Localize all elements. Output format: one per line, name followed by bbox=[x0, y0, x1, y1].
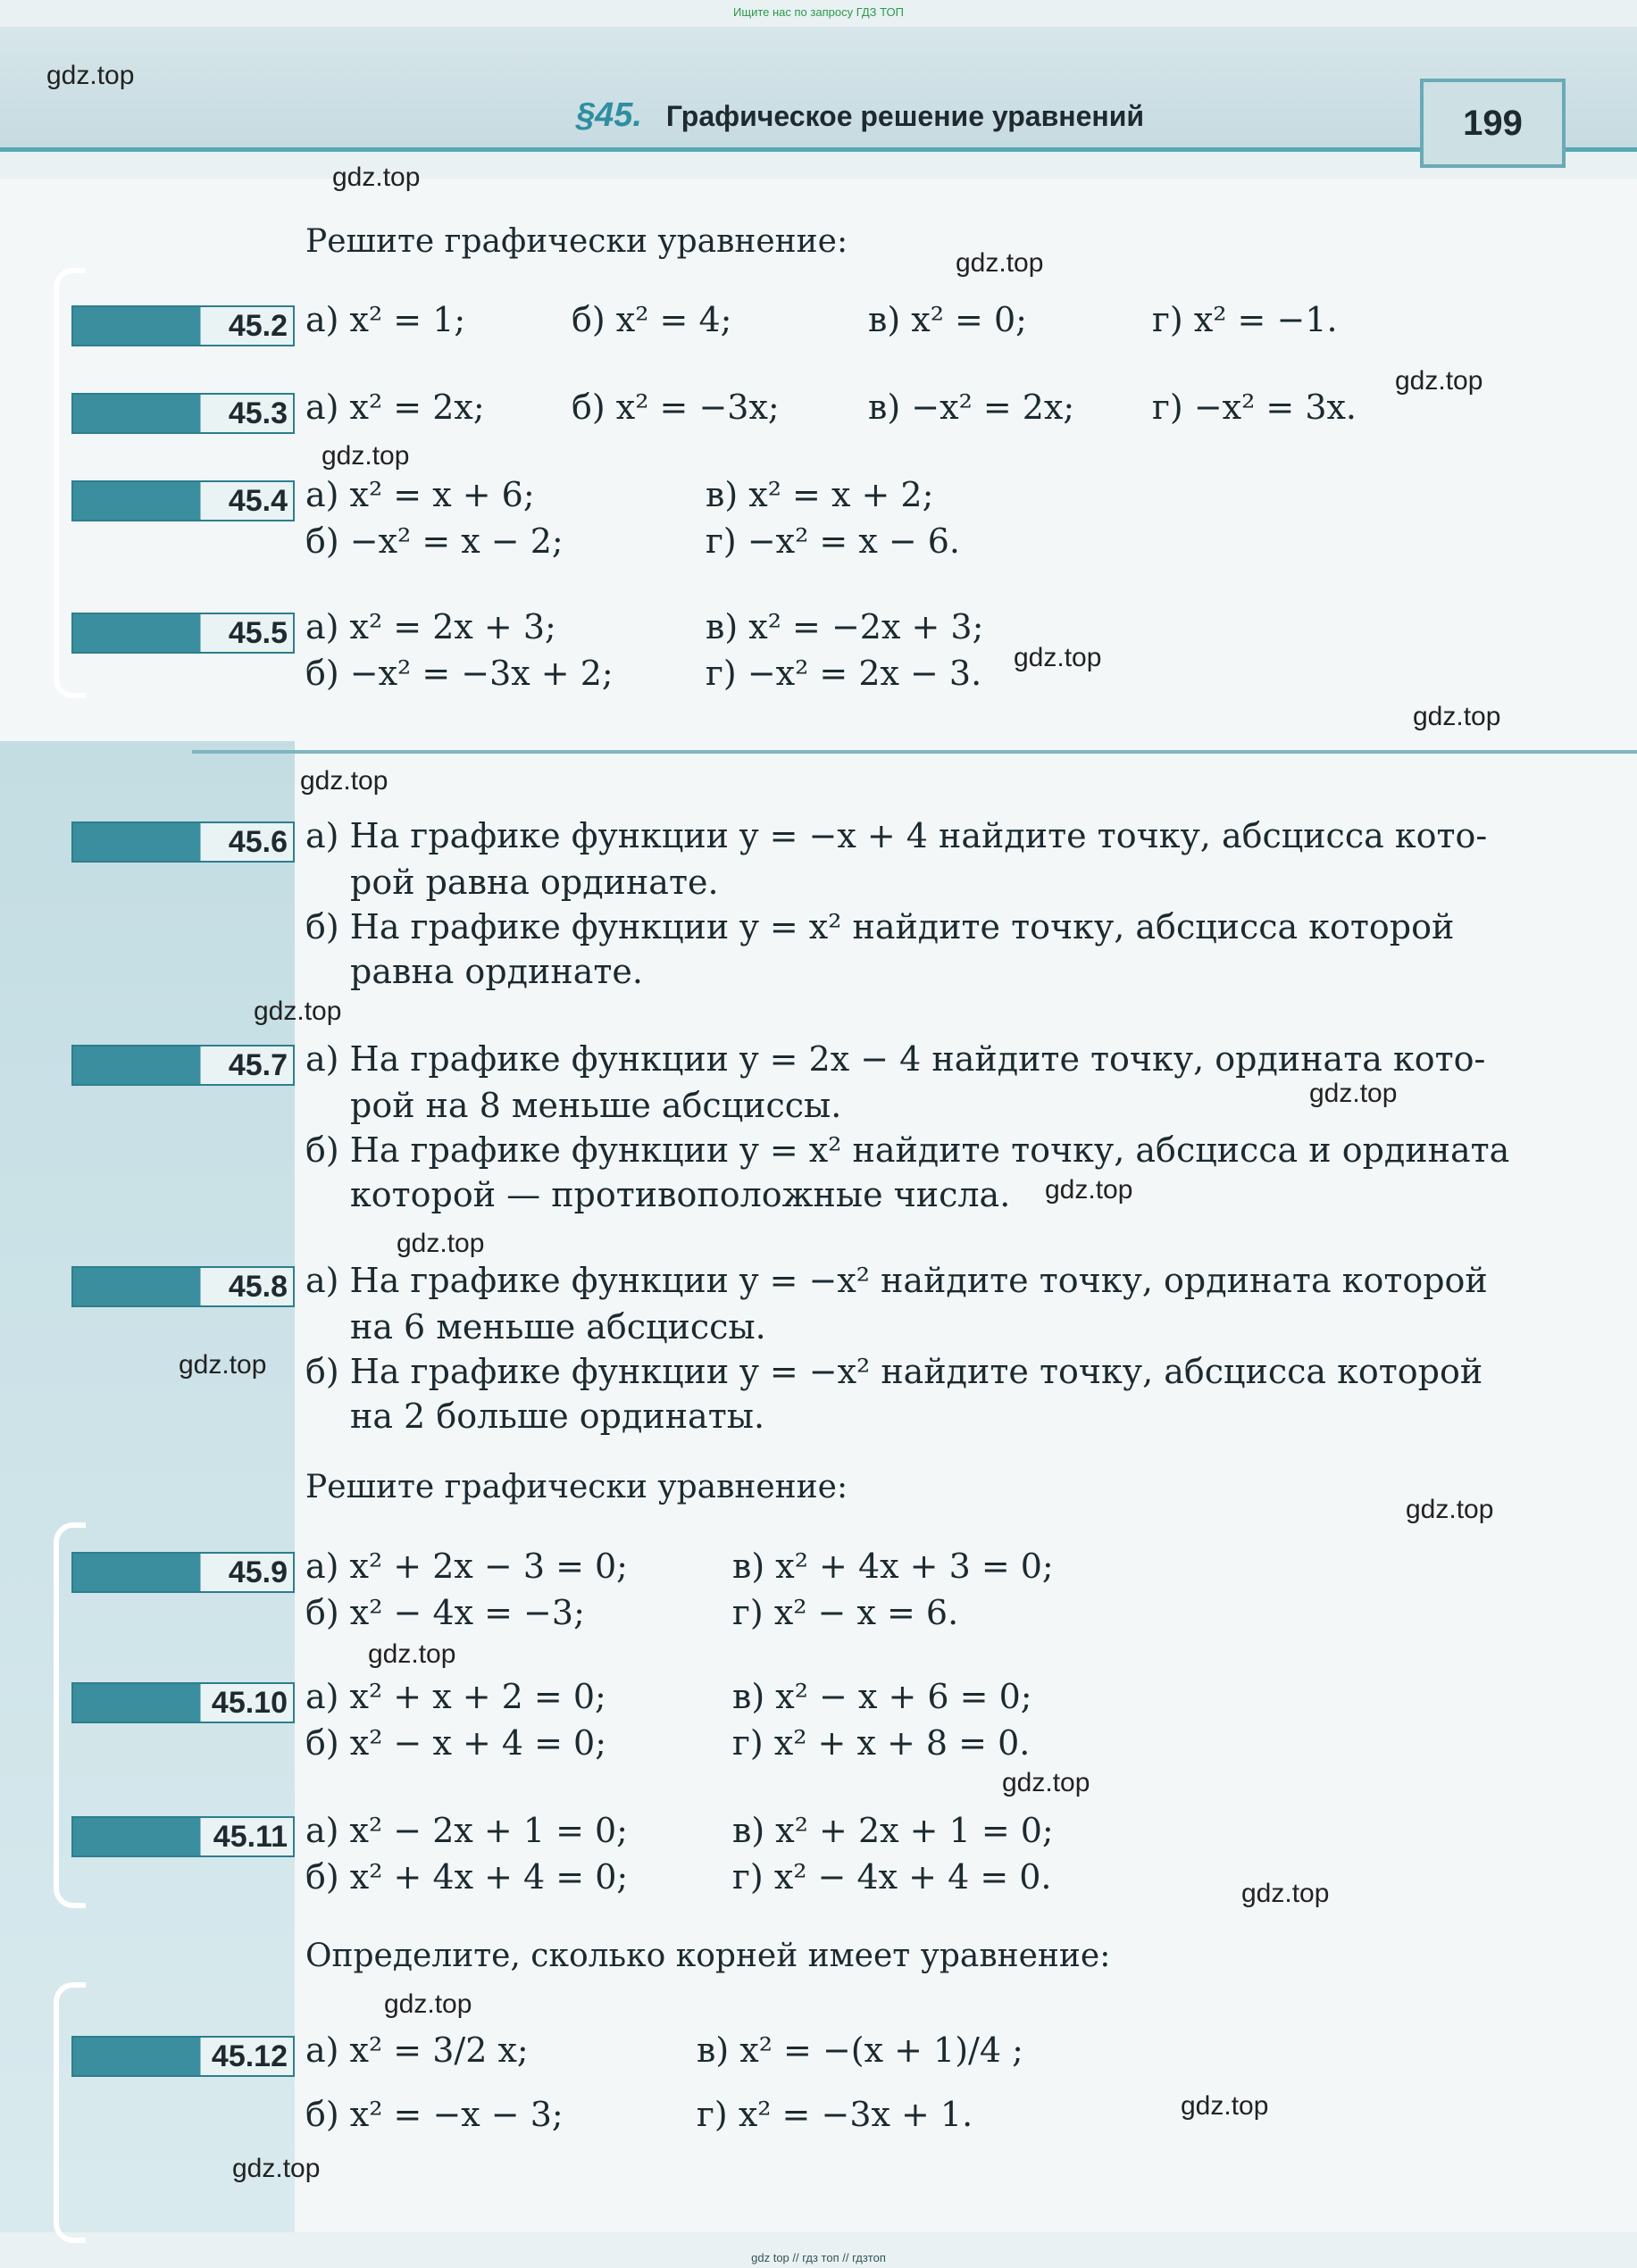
item: в) x² = −2x + 3; bbox=[706, 607, 984, 646]
section-name: Графическое решение уравнений bbox=[665, 100, 1145, 132]
problem-number: 45.2 bbox=[71, 305, 295, 346]
instruction: Определите, сколько корней имеет уравнение: bbox=[305, 1938, 1111, 1974]
watermark: gdz.top bbox=[179, 1350, 267, 1380]
item: в) −x² = 2x; bbox=[868, 388, 1075, 427]
watermark: gdz.top bbox=[1406, 1495, 1494, 1524]
item: б) На графике функции y = x² найдите точку, абсцисса которой bbox=[305, 907, 1455, 946]
item: рой на 8 меньше абсциссы. bbox=[350, 1086, 842, 1125]
watermark: gdz.top bbox=[332, 163, 421, 192]
watermark: gdz.top bbox=[254, 996, 342, 1026]
problem-number: 45.7 bbox=[71, 1045, 295, 1086]
watermark: gdz.top bbox=[232, 2154, 321, 2183]
item: а) x² = x + 6; bbox=[305, 475, 535, 514]
item: в) x² + 2x + 1 = 0; bbox=[732, 1811, 1054, 1850]
watermark: gdz.top bbox=[384, 1989, 472, 2019]
item: б) На графике функции y = x² найдите точку, абсцисса и ордината bbox=[305, 1130, 1510, 1170]
item: г) −x² = 2x − 3. bbox=[706, 654, 982, 693]
item: г) x² − 4x + 4 = 0. bbox=[732, 1857, 1052, 1897]
watermark: gdz.top bbox=[397, 1229, 485, 1258]
item: в) x² = 0; bbox=[868, 300, 1027, 339]
watermark: gdz.top bbox=[300, 766, 388, 796]
item: г) x² = −3x + 1. bbox=[697, 2095, 973, 2134]
page-number: 199 bbox=[1420, 79, 1566, 168]
bottom-note: gdz top // гдз топ // гдзтоп bbox=[751, 2251, 886, 2264]
item: а) x² = 3/2 x; bbox=[305, 2030, 529, 2070]
problem-number: 45.4 bbox=[71, 480, 295, 521]
item: а) x² = 2x; bbox=[305, 388, 485, 427]
item: г) −x² = x − 6. bbox=[706, 521, 960, 561]
section-title bbox=[576, 96, 1144, 135]
item: б) x² = 4; bbox=[572, 300, 732, 339]
item: б) x² − 4x = −3; bbox=[305, 1593, 585, 1632]
watermark: gdz.top bbox=[1014, 643, 1102, 672]
instruction: Решите графически уравнение: bbox=[305, 1469, 848, 1505]
section-number: §45. bbox=[576, 96, 642, 134]
instruction: Решите графически уравнение: bbox=[305, 223, 848, 260]
item: б) −x² = −3x + 2; bbox=[305, 654, 614, 693]
watermark: gdz.top bbox=[1181, 2091, 1269, 2121]
watermark: gdz.top bbox=[368, 1639, 456, 1669]
item: в) x² = x + 2; bbox=[706, 475, 934, 514]
item: а) x² = 2x + 3; bbox=[305, 607, 556, 646]
item: в) x² = −(x + 1)/4 ; bbox=[697, 2030, 1023, 2070]
watermark: gdz.top bbox=[1045, 1175, 1133, 1205]
item: а) На графике функции y = −x² найдите точку, ордината которой bbox=[305, 1261, 1488, 1300]
watermark: gdz.top bbox=[1413, 702, 1501, 731]
item: г) x² − x = 6. bbox=[732, 1593, 959, 1632]
watermark: gdz.top bbox=[956, 248, 1044, 278]
watermark: gdz.top bbox=[46, 61, 135, 90]
problem-number: 45.6 bbox=[71, 821, 295, 863]
problem-number: 45.10 bbox=[71, 1682, 295, 1723]
item: б) На графике функции y = −x² найдите точку, абсцисса которой bbox=[305, 1352, 1483, 1391]
problem-number: 45.3 bbox=[71, 393, 295, 434]
item: г) x² = −1. bbox=[1152, 300, 1338, 339]
problem-number: 45.9 bbox=[71, 1552, 295, 1593]
item: на 2 больше ординаты. bbox=[350, 1397, 765, 1436]
item: рой равна ординате. bbox=[350, 863, 719, 902]
left-stripe bbox=[0, 741, 295, 2232]
item: а) x² + x + 2 = 0; bbox=[305, 1677, 606, 1716]
item: а) На графике функции y = −x + 4 найдите точку, абсцисса кото- bbox=[305, 816, 1488, 855]
item: которой — противоположные числа. bbox=[350, 1175, 1011, 1214]
watermark: gdz.top bbox=[1309, 1079, 1398, 1108]
item: б) −x² = x − 2; bbox=[305, 521, 564, 561]
divider bbox=[192, 750, 1637, 754]
bracket bbox=[54, 1982, 86, 2243]
watermark: gdz.top bbox=[1395, 366, 1483, 396]
problem-number: 45.12 bbox=[71, 2036, 295, 2077]
item: б) x² = −x − 3; bbox=[305, 2095, 564, 2134]
item: а) x² + 2x − 3 = 0; bbox=[305, 1547, 628, 1586]
item: в) x² − x + 6 = 0; bbox=[732, 1677, 1032, 1716]
problem-number: 45.8 bbox=[71, 1266, 295, 1307]
watermark: gdz.top bbox=[1002, 1768, 1090, 1797]
watermark: gdz.top bbox=[322, 441, 410, 471]
item: равна ординате. bbox=[350, 952, 643, 991]
problem-number: 45.11 bbox=[71, 1816, 295, 1857]
item: а) x² = 1; bbox=[305, 300, 466, 339]
item: г) −x² = 3x. bbox=[1152, 388, 1357, 427]
item: б) x² = −3x; bbox=[572, 388, 780, 427]
item: в) x² + 4x + 3 = 0; bbox=[732, 1547, 1054, 1586]
item: б) x² − x + 4 = 0; bbox=[305, 1723, 607, 1763]
watermark: gdz.top bbox=[1241, 1879, 1330, 1908]
item: г) x² + x + 8 = 0. bbox=[732, 1723, 1031, 1763]
item: а) На графике функции y = 2x − 4 найдите точку, ордината кото- bbox=[305, 1039, 1486, 1079]
top-note: Ищите нас по запросу ГДЗ ТОП bbox=[733, 5, 904, 19]
item: на 6 меньше абсциссы. bbox=[350, 1307, 766, 1347]
item: а) x² − 2x + 1 = 0; bbox=[305, 1811, 628, 1850]
problem-number: 45.5 bbox=[71, 613, 295, 654]
item: б) x² + 4x + 4 = 0; bbox=[305, 1857, 629, 1897]
